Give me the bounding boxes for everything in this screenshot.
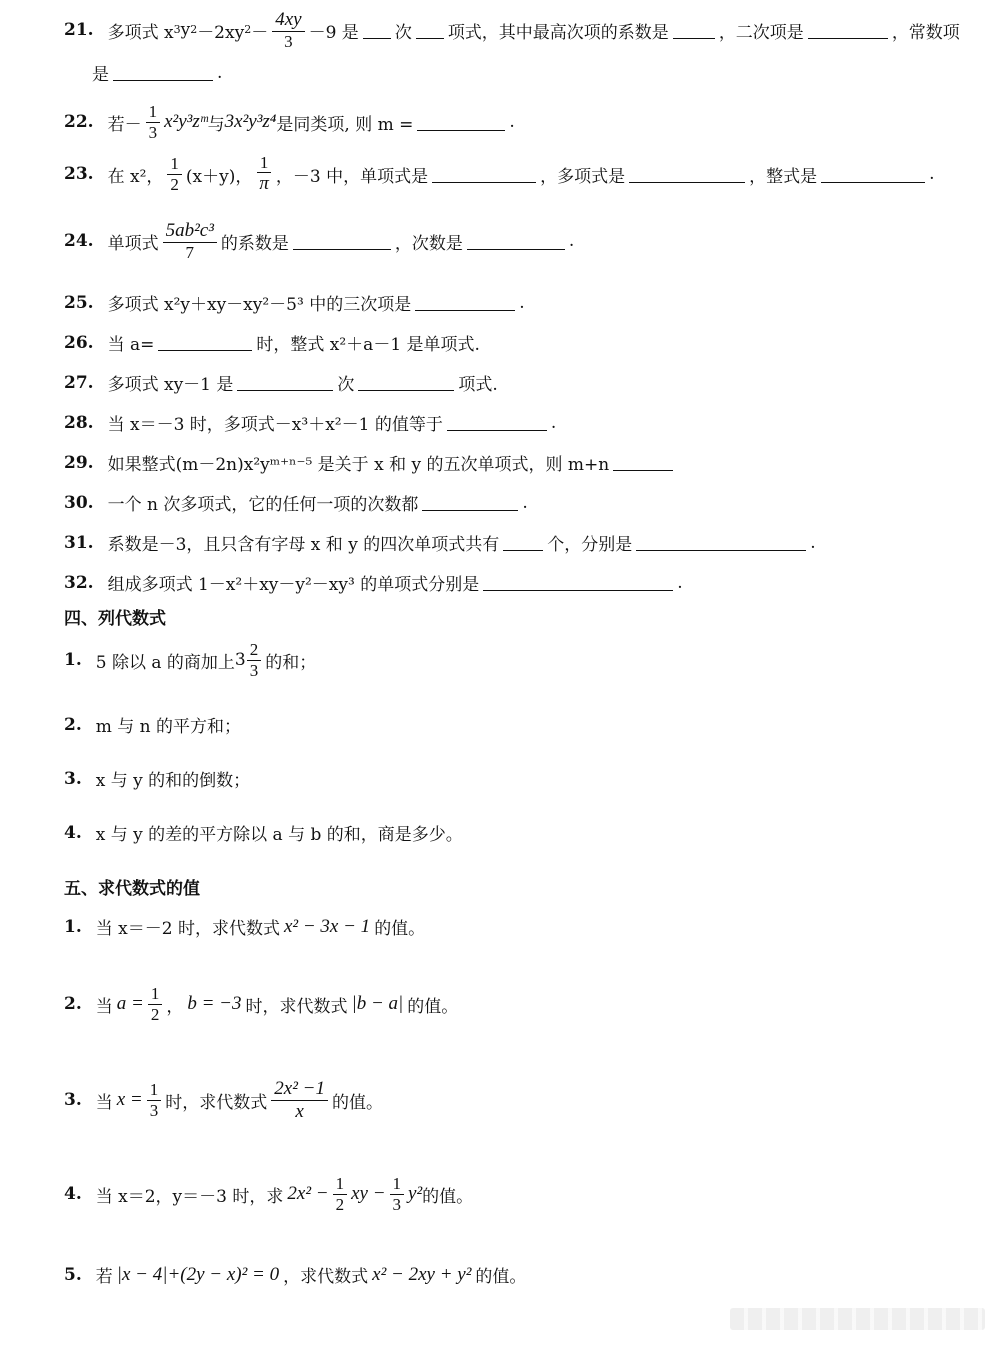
fraction: $\frac{1}{3}$	[390, 1174, 405, 1214]
text: 若	[95, 1267, 113, 1287]
answer-blank[interactable]	[636, 534, 806, 551]
question-number: 26.	[64, 332, 94, 353]
question-number: 1.	[64, 650, 82, 670]
text: ，二次项是	[718, 22, 804, 43]
text: 单项式	[107, 233, 159, 254]
text: ，整式是	[749, 166, 818, 187]
text: .	[550, 412, 557, 433]
sec5-problem-2	[64, 980, 458, 1028]
text: .	[519, 292, 525, 313]
answer-blank[interactable]	[237, 374, 333, 391]
sec4-problem-2	[64, 712, 241, 737]
question-number: 3.	[64, 1090, 82, 1110]
answer-blank[interactable]	[503, 534, 543, 551]
expression: |x − 4|+(2y − x)² = 0	[116, 1263, 280, 1285]
text: 当	[95, 996, 113, 1017]
text: 多项式 x²y＋xy－xy²－5³ 中的三次项是	[107, 295, 412, 315]
text: 项式.	[458, 375, 498, 395]
answer-blank[interactable]	[432, 166, 536, 183]
expression: x² − 3x − 1	[283, 915, 371, 937]
text: －	[251, 22, 269, 43]
text: 在 x²，	[107, 166, 164, 187]
mixed-number-whole: 3	[234, 650, 246, 670]
fraction: $\frac{1}{\pi}$	[256, 153, 272, 195]
text: 个，分别是	[547, 535, 633, 555]
fraction: $\frac{1}{2}$	[167, 154, 182, 194]
sec5-problem-5	[64, 1262, 526, 1287]
section-5-title: 五、求代数式的值	[64, 879, 200, 899]
fraction: $\frac{\text{5ab²c³}}{7}$	[163, 220, 217, 262]
question-21: 21. 多项式 x 3 y 2 －2xy 2 － $\frac{4xy}{3}$ －9 是 次 项式，其中最高次项的系数是 ，二次项是 ，常数项	[64, 8, 960, 51]
fraction: $\frac{\text{2x² −1}}{x}$	[271, 1078, 328, 1123]
question-number: 4.	[64, 822, 82, 843]
text: .	[217, 62, 223, 83]
text: .	[509, 112, 515, 132]
question-32	[64, 570, 683, 595]
question-number: 23.	[64, 164, 94, 184]
text: －9 是	[308, 22, 359, 43]
expression: 2x² −	[287, 1183, 329, 1204]
answer-blank[interactable]	[358, 374, 454, 391]
text: 5 除以 a 的商加上	[95, 652, 235, 673]
answer-blank[interactable]	[808, 22, 888, 39]
question-23	[64, 150, 935, 198]
answer-blank[interactable]	[673, 22, 715, 39]
text: 的值。	[374, 919, 426, 939]
fraction: $\frac{2}{3}$	[247, 640, 262, 680]
question-22	[64, 100, 515, 144]
section-4-title: 四、列代数式	[64, 609, 166, 629]
text: 系数是－3，且只含有字母 x 和 y 的四次单项式共有	[107, 535, 500, 555]
text: ，常数项	[891, 22, 960, 43]
text: ，－3 中，单项式是	[275, 166, 429, 187]
expression: xy −	[351, 1183, 386, 1204]
text: 次	[337, 375, 355, 395]
text: .	[810, 532, 816, 553]
answer-blank[interactable]	[821, 166, 925, 183]
text: ，多项式是	[540, 166, 626, 187]
sec4-problem-1	[64, 636, 316, 684]
text: 的值。	[475, 1267, 527, 1287]
text: 当 x＝－3 时，多项式－x³＋x²－1 的值等于	[107, 415, 443, 435]
text: .	[568, 231, 575, 251]
question-number: 1.	[64, 916, 82, 937]
question-29	[64, 450, 677, 475]
expression: x =	[116, 1089, 143, 1110]
text: 多项式 x	[107, 22, 174, 43]
answer-blank[interactable]	[158, 334, 252, 351]
text: 当 x＝－2 时，求代数式	[95, 919, 280, 939]
text: 次	[394, 22, 412, 43]
blurred-watermark	[730, 1308, 985, 1330]
question-28	[64, 410, 556, 435]
expression: |b − a|	[351, 993, 404, 1014]
text: 的和；	[265, 652, 317, 673]
question-21-cont	[92, 60, 222, 85]
text: 当 x＝2，y＝－3 时，求	[95, 1186, 284, 1207]
answer-blank[interactable]	[416, 22, 444, 39]
question-31	[64, 530, 816, 555]
text: ，次数是	[394, 233, 463, 254]
text: －2xy	[197, 22, 245, 43]
answer-blank[interactable]	[613, 454, 673, 471]
text: 当 a=	[107, 335, 155, 355]
text: 组成多项式 1－x²＋xy－y²－xy³ 的单项式分别是	[107, 575, 480, 595]
text: 时，整式 x²＋a－1 是单项式.	[256, 335, 480, 355]
text: 的值。	[422, 1186, 474, 1207]
expression: a =	[116, 993, 144, 1014]
question-number: 22.	[64, 112, 94, 132]
question-number: 29.	[64, 452, 94, 473]
question-number: 27.	[64, 372, 94, 393]
answer-blank[interactable]	[415, 294, 515, 311]
text: 时，求代数式	[165, 1092, 268, 1113]
question-number: 32.	[64, 572, 94, 593]
text: 项式，其中最高次项的系数是	[447, 22, 669, 43]
question-26	[64, 330, 480, 355]
question-number: 21.	[64, 20, 94, 40]
text: 是同类项, 则 m =	[276, 114, 414, 135]
fraction: $\frac{1}{3}$	[146, 102, 161, 142]
question-27	[64, 370, 498, 395]
expression: b = −3	[187, 993, 242, 1014]
text: 与	[207, 114, 225, 135]
sec4-problem-3	[64, 766, 250, 791]
text: 一个 n 次多项式，它的任何一项的次数都	[107, 495, 419, 515]
question-number: 28.	[64, 412, 94, 433]
expression: y²	[408, 1183, 423, 1204]
answer-blank[interactable]	[467, 233, 565, 250]
answer-blank[interactable]	[422, 494, 518, 511]
question-number: 2.	[64, 714, 82, 735]
answer-blank[interactable]	[293, 233, 391, 250]
question-number: 31.	[64, 532, 94, 553]
text: 时，求代数式	[245, 996, 348, 1017]
text: ，求代数式	[283, 1267, 369, 1287]
question-number: 4.	[64, 1184, 82, 1204]
text: 多项式 xy－1 是	[107, 375, 234, 395]
expression: 3x²y³z⁴	[224, 111, 277, 132]
text: 的系数是	[220, 233, 289, 254]
text: 若－	[107, 114, 142, 135]
text: .	[522, 492, 528, 513]
answer-blank[interactable]	[363, 22, 391, 39]
text: 的值。	[331, 1092, 383, 1113]
fraction: $\frac{4xy}{3}$	[272, 9, 304, 51]
text: (x＋y)，	[185, 166, 253, 187]
answer-blank[interactable]	[447, 414, 547, 431]
question-25	[64, 290, 525, 315]
fraction: $\frac{1}{2}$	[148, 984, 163, 1024]
question-30	[64, 490, 528, 515]
text: x 与 y 的和的倒数；	[95, 771, 251, 791]
answer-blank[interactable]	[629, 166, 745, 183]
sec5-problem-4	[64, 1168, 473, 1220]
text: .	[929, 164, 935, 184]
text: ，	[166, 996, 184, 1017]
sec5-problem-1	[64, 914, 425, 939]
answer-blank[interactable]	[483, 574, 673, 591]
answer-blank[interactable]	[113, 64, 213, 81]
question-number: 30.	[64, 492, 94, 513]
question-number: 5.	[64, 1264, 82, 1285]
sec5-problem-3	[64, 1074, 383, 1126]
text: 是	[92, 65, 109, 85]
question-number: 2.	[64, 994, 82, 1014]
text: 当	[95, 1092, 113, 1113]
expression: x² − 2xy + y²	[372, 1263, 472, 1285]
fraction: $\frac{1}{2}$	[333, 1174, 348, 1214]
text: 的值。	[407, 996, 459, 1017]
question-number: 3.	[64, 768, 82, 789]
question-24	[64, 216, 574, 266]
expression: x²y³zᵐ	[164, 111, 208, 132]
text: y	[180, 20, 191, 40]
question-number: 25.	[64, 292, 94, 313]
text: m 与 n 的平方和；	[95, 717, 242, 737]
answer-blank[interactable]	[417, 114, 505, 131]
fraction: $\frac{1}{3}$	[147, 1080, 162, 1120]
text: x 与 y 的差的平方除以 a 与 b 的和，商是多少。	[95, 825, 463, 845]
sec4-problem-4	[64, 820, 463, 845]
text: 如果整式(m－2n)x²yᵐ⁺ⁿ⁻⁵ 是关于 x 和 y 的五次单项式，则 m+n	[107, 455, 610, 475]
text: .	[677, 572, 683, 593]
question-number: 24.	[64, 231, 94, 251]
